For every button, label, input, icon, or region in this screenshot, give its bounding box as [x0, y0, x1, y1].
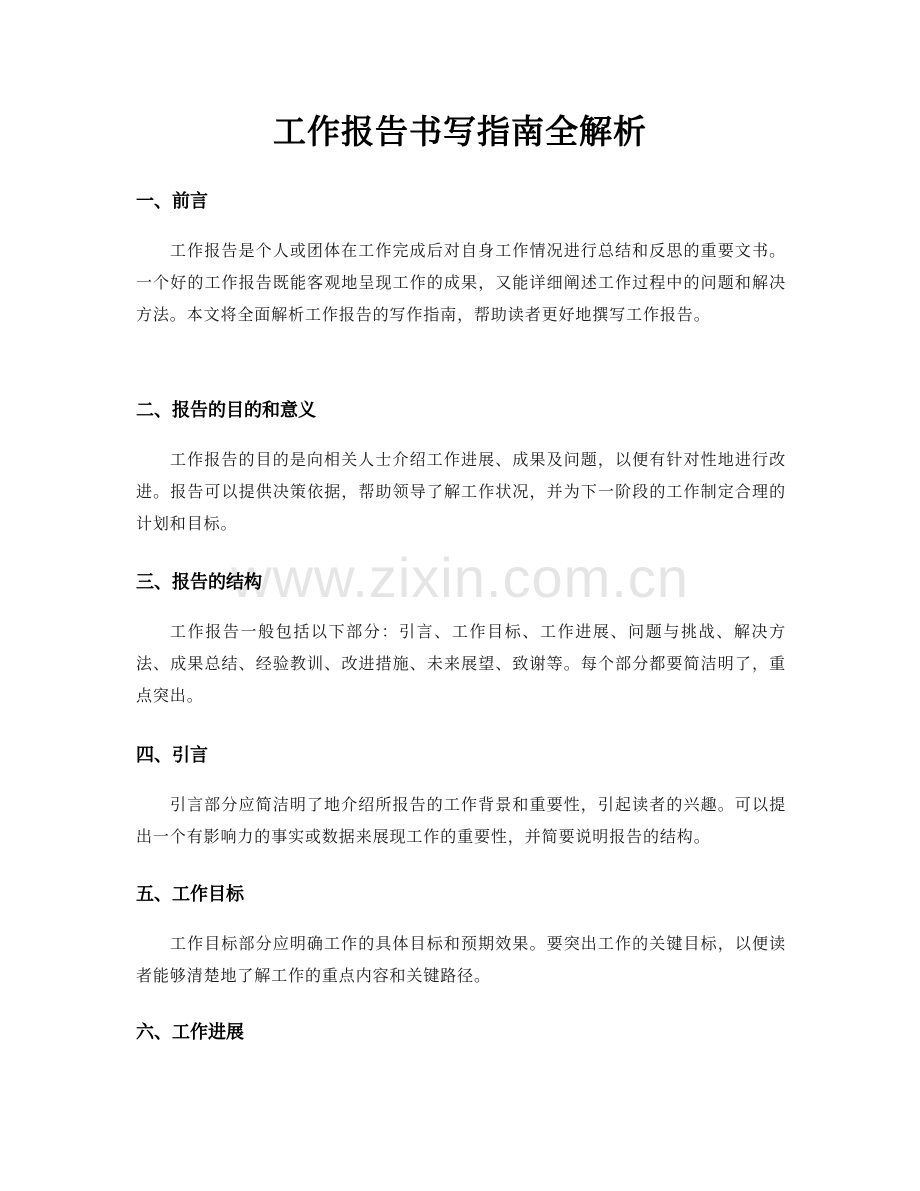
section-heading: 一、前言 [136, 191, 208, 212]
section-heading: 六、工作进展 [136, 1022, 244, 1043]
section-purpose [136, 398, 786, 540]
section-structure [136, 570, 786, 712]
watermark: www.zixin.com.cn [231, 546, 689, 609]
section-introduction [136, 743, 786, 853]
section-paragraph: 工作目标部分应明确工作的具体目标和预期效果。要突出工作的关键目标，以便读者能够清楚地了解工作的重点内容和关键路径。 [136, 934, 786, 985]
section-paragraph: 工作报告一般包括以下部分：引言、工作目标、工作进展、问题与挑战、解决方法、成果总结、经验教训、改进措施、未来展望、致谢等。每个部分都要简洁明了，重点突出。 [136, 622, 786, 705]
section-heading: 三、报告的结构 [136, 572, 262, 593]
section-heading: 五、工作目标 [136, 884, 244, 905]
section-goals [136, 882, 786, 992]
section-preface [136, 189, 786, 331]
section-heading: 四、引言 [136, 745, 208, 766]
section-heading: 二、报告的目的和意义 [136, 400, 316, 421]
section-paragraph: 工作报告的目的是向相关人士介绍工作进展、成果及问题，以便有针对性地进行改进。报告可以提供决策依据，帮助领导了解工作状况，并为下一阶段的工作制定合理的计划和目标。 [136, 450, 786, 533]
section-paragraph: 工作报告是个人或团体在工作完成后对自身工作情况进行总结和反思的重要文书。一个好的工作报告既能客观地呈现工作的成果，又能详细阐述工作过程中的问题和解决方法。本文将全面解析工作报告的写作指南，帮助读者更好地撰写工作报告。 [136, 241, 786, 324]
document-title: 工作报告书写指南全解析 [273, 112, 647, 151]
section-progress [136, 1020, 786, 1046]
section-paragraph: 引言部分应简洁明了地介绍所报告的工作背景和重要性，引起读者的兴趣。可以提出一个有影响力的事实或数据来展现工作的重要性，并简要说明报告的结构。 [136, 795, 786, 846]
